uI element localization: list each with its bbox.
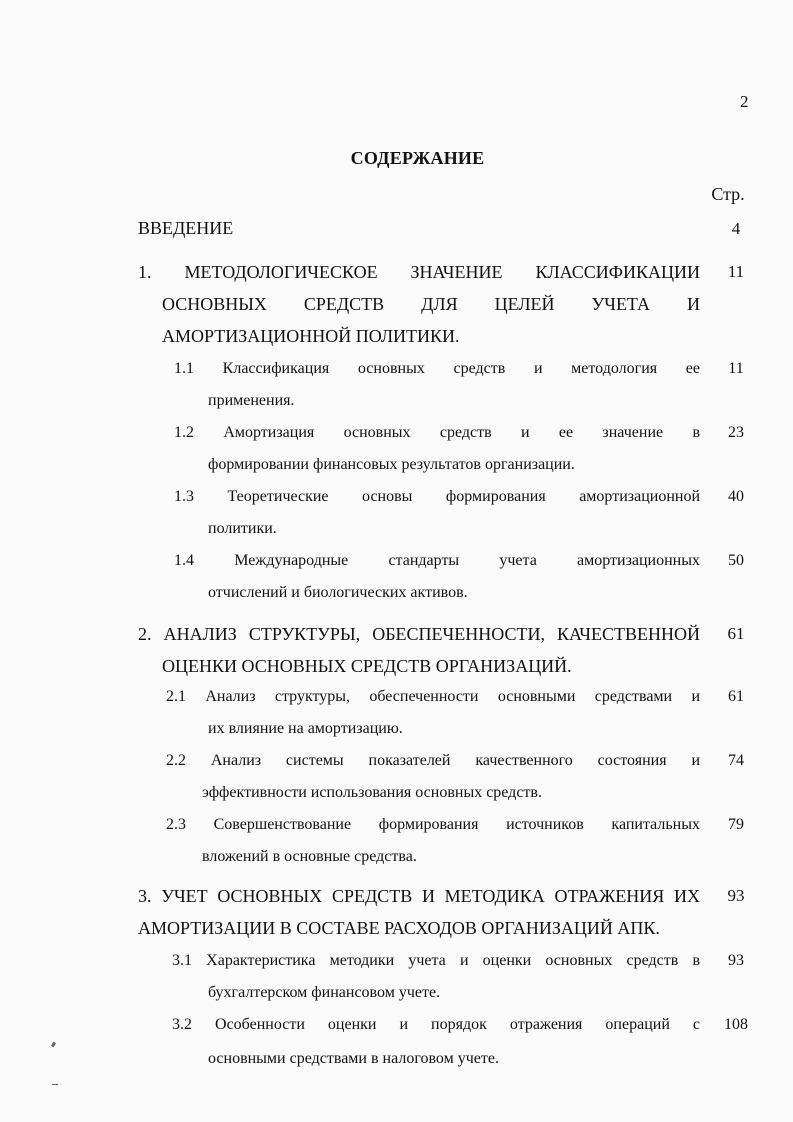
toc-entry-text-line: 2.2 Анализ системы показателей качественного состояния и: [166, 752, 700, 769]
toc-entry-text-line: эффективности использования основных средств.: [202, 784, 542, 801]
toc-entry-text-line: 1. МЕТОДОЛОГИЧЕСКОЕ ЗНАЧЕНИЕ КЛАССИФИКАЦИИ: [138, 262, 700, 282]
toc-entry-text-line: отчислений и биологических активов.: [208, 584, 468, 601]
toc-entry-text-line: политики.: [208, 520, 277, 537]
toc-entry-text-line: 3.1 Характеристика методики учета и оценки основных средств в: [172, 952, 700, 969]
toc-entry-page: 74: [728, 752, 744, 769]
toc-entry-text-line: АМОРТИЗАЦИИ В СОСТАВЕ РАСХОДОВ ОРГАНИЗАЦИЙ АПК.: [138, 918, 660, 938]
scan-speck: [52, 1084, 58, 1085]
toc-entry-page: 79: [728, 816, 744, 833]
toc-entry-page: 11: [728, 360, 744, 377]
toc-entry-text-line: ОЦЕНКИ ОСНОВНЫХ СРЕДСТВ ОРГАНИЗАЦИЙ.: [162, 656, 572, 676]
toc-entry-text-line: применения.: [208, 392, 295, 409]
toc-entry-page: 4: [731, 219, 741, 238]
page-column-header: Стр.: [711, 184, 745, 204]
toc-entry-page: 93: [727, 886, 745, 905]
toc-entry-page: 61: [727, 624, 745, 643]
toc-entry-text-line: 2.3 Совершенствование формирования источников капитальных: [166, 816, 700, 833]
toc-entry-text-line: 2. АНАЛИЗ СТРУКТУРЫ, ОБЕСПЕЧЕННОСТИ, КАЧЕСТВЕННОЙ: [138, 624, 700, 644]
toc-entry-text-line: их влияние на амортизацию.: [208, 720, 403, 737]
toc-entry-page: 23: [728, 424, 744, 441]
toc-entry-text-line: 1.1 Классификация основных средств и методология ее: [174, 360, 700, 377]
toc-entry-text: ВВЕДЕНИЕ: [138, 218, 234, 238]
toc-entry-page: 93: [728, 952, 744, 969]
page-title: СОДЕРЖАНИЕ: [350, 148, 485, 168]
toc-entry-page: 108: [724, 1016, 748, 1033]
toc-entry-text-line: 1.3 Теоретические основы формирования амортизационной: [174, 488, 700, 505]
toc-entry-text-line: 3. УЧЕТ ОСНОВНЫХ СРЕДСТВ И МЕТОДИКА ОТРАЖЕНИЯ ИХ: [138, 886, 700, 906]
scan-speck: [51, 1042, 56, 1048]
toc-entry-text-line: 2.1 Анализ структуры, обеспеченности основными средствами и: [166, 688, 700, 705]
toc-entry-text-line: основными средствами в налоговом учете.: [208, 1050, 499, 1067]
toc-entry-text-line: формировании финансовых результатов организации.: [208, 456, 575, 473]
toc-entry-page: 40: [728, 488, 744, 505]
toc-entry-page: 11: [727, 262, 745, 281]
toc-entry-text-line: 1.2 Амортизация основных средств и ее значение в: [174, 424, 700, 441]
toc-entry-text-line: 3.2 Особенности оценки и порядок отражения операций с: [172, 1016, 700, 1033]
toc-entry-text-line: 1.4 Международные стандарты учета амортизационных: [174, 552, 700, 569]
toc-entry-text-line: АМОРТИЗАЦИОННОЙ ПОЛИТИКИ.: [162, 326, 460, 346]
toc-entry-text-line: ОСНОВНЫХ СРЕДСТВ ДЛЯ ЦЕЛЕЙ УЧЕТА И: [162, 294, 700, 314]
toc-entry-text-line: бухгалтерском финансовом учете.: [208, 984, 441, 1001]
toc-entry-text-line: вложений в основные средства.: [202, 848, 417, 865]
toc-entry-page: 61: [728, 688, 744, 705]
page-number: 2: [740, 92, 749, 111]
toc-entry-page: 50: [728, 552, 744, 569]
